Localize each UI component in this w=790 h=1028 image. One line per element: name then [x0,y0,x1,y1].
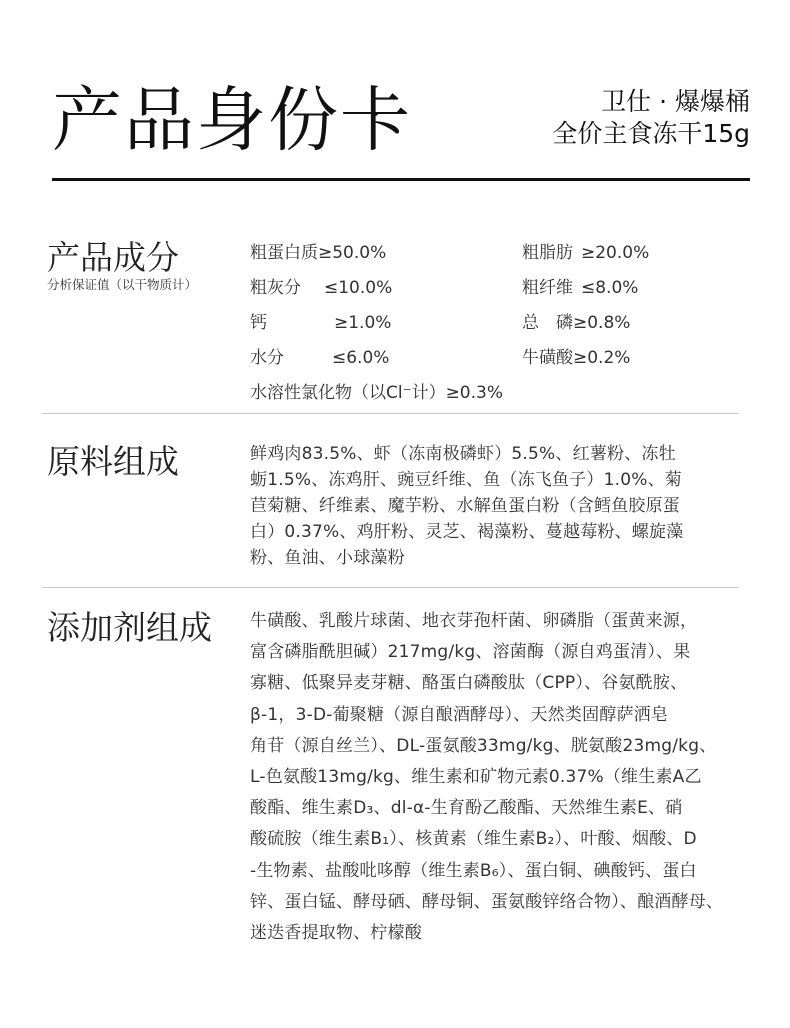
text-line: 粉、鱼油、小球藻粉 [250,548,405,568]
composition-table [250,236,750,411]
nutrient-label: 粗脂肪 [522,243,573,263]
product-type-line: 全价主食冻干15g [552,119,750,148]
nutrient-value: ≥50.0% [318,243,387,263]
nutrient-value: ≥20.0% [581,243,650,263]
nutrient-row [250,306,750,341]
nutrient-value: ≥0.2% [573,348,631,368]
additives-title: 添加剂组成 [47,608,212,647]
text-line: 酸硫胺（维生素B₁）、核黄素（维生素B₂）、叶酸、烟酸、D [250,829,697,850]
ingredients-title: 原料组成 [47,442,179,481]
nutrient-label: 牛磺酸 [522,348,573,368]
nutrient-value: ≤8.0% [581,278,639,298]
nutrient-label: 粗纤维 [522,278,573,298]
text-line: -生物素、盐酸吡哆醇（维生素B₆）、蛋白铜、碘酸钙、蛋白 [250,860,697,881]
text-line: 富含磷脂酰胆碱）217mg/kg、溶菌酶（源自鸡蛋清）、果 [250,642,691,663]
nutrient-label: 粗蛋白质 [250,243,318,263]
nutrient-label: 水分 [250,348,284,368]
text-line: 牛磺酸、乳酸片球菌、地衣芽孢杆菌、卵磷脂（蛋黄来源， [250,611,698,631]
section-divider [42,413,739,414]
text-line: 蛎1.5%、冻鸡肝、豌豆纤维、鱼（冻飞鱼子）1.0%、菊 [250,470,682,490]
nutrient-value: ≥1.0% [334,313,392,333]
composition-section [42,236,739,406]
additives-text [250,606,750,949]
text-line: β-1，3-D-葡聚糖（源自酿酒酵母）、天然类固醇萨洒皂 [250,704,669,725]
header [52,78,750,178]
text-line: 寡糖、低聚异麦芽糖、酪蛋白磷酸肽（CPP）、谷氨酰胺、 [250,673,688,694]
nutrient-value: ≥0.8% [573,313,631,333]
ingredients-text [250,441,750,571]
nutrient-row [250,236,750,271]
text-line: L-色氨酸13mg/kg、维生素和矿物元素0.37%（维生素A乙 [250,767,702,788]
composition-title: 产品成分 [47,238,179,277]
text-line: 迷迭香提取物、柠檬酸 [250,923,422,944]
text-line: 酸酯、维生素D₃、dl-α-生育酚乙酸酯、天然维生素E、硝 [250,798,683,819]
text-line: 苣菊糖、纤维素、魔芋粉、水解鱼蛋白粉（含鳕鱼胶原蛋 [250,496,680,516]
text-line: 角苷（源自丝兰）、DL-蛋氨酸33mg/kg、胱氨酸23mg/kg、 [250,735,717,756]
nutrient-row [250,271,750,306]
nutrient-row-chloride: 水溶性氯化物（以Cl⁻计）≥0.3% [250,383,503,403]
nutrient-value: ≤6.0% [332,348,390,368]
header-divider [52,178,750,181]
text-line: 鲜鸡肉83.5%、虾（冻南极磷虾）5.5%、红薯粉、冻牡 [250,444,676,464]
nutrient-row [250,341,750,376]
nutrient-label: 总 磷 [522,313,573,333]
composition-note: 分析保证值（以干物质计） [47,277,198,292]
text-line: 白）0.37%、鸡肝粉、灵芝、褐藻粉、蔓越莓粉、螺旋藻 [250,522,684,542]
section-divider [42,587,739,588]
additives-section [42,606,739,966]
page-title: 产品身份卡 [52,79,412,161]
nutrient-label: 粗灰分 [250,278,301,298]
ingredients-section [42,438,739,578]
text-line: 锌、蛋白锰、酵母硒、酵母铜、蛋氨酸锌络合物）、酿酒酵母、 [250,891,724,912]
nutrient-label: 钙 [250,313,267,333]
nutrient-value: ≤10.0% [324,278,393,298]
product-brand-line: 卫仕 · 爆爆桶 [601,87,750,116]
product-name [552,86,750,150]
